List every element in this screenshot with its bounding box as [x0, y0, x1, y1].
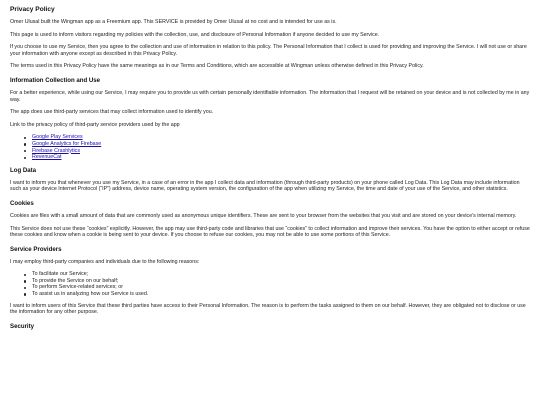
info-collection-paragraph: Link to the privacy policy of third-party service providers used by the app	[10, 121, 180, 128]
section-heading-cookies: Cookies	[10, 199, 34, 207]
section-heading-log-data: Log Data	[10, 166, 37, 174]
service-providers-intro: I may employ third-party companies and individuals due to the following reasons:	[10, 258, 200, 265]
list-item: To perform Service-related services; or	[32, 284, 532, 291]
intro-paragraph: The terms used in this Privacy Policy have the same meanings as in our Terms and Conditions, which are accessible at Wingman unless otherwise defined in this Privacy Policy.	[10, 63, 424, 70]
list-item	[32, 134, 532, 141]
intro-paragraph: This page is used to inform visitors regarding my policies with the collection, use, and disclosure of Personal Information if anyone decided to use my Service.	[10, 31, 380, 38]
third-party-links-list	[10, 134, 532, 160]
list-item	[32, 148, 532, 155]
google-analytics-firebase-link[interactable]: Google Analytics for Firebase	[32, 140, 102, 147]
intro-paragraph: If you choose to use my Service, then you agree to the collection and use of information in relation to this policy. The Personal Information that I collect is used for providing and improving the Service. I will not use or share your information with anyone except as described in this Privacy Policy.	[10, 44, 527, 57]
cookies-paragraph: Cookies are files with a small amount of data that are commonly used as anonymous unique identifiers. These are sent to your browser from the websites that you visit and are stored on your device's internal memory.	[10, 212, 517, 219]
section-heading-service-providers: Service Providers	[10, 245, 62, 253]
info-collection-paragraph: The app does use third-party services that may collect information used to identify you.	[10, 109, 214, 116]
intro-paragraph: Omer Ulusal built the Wingman app as a Freemium app. This SERVICE is provided by Omer Ulusal at no cost and is intended for use as is.	[10, 19, 337, 25]
list-item	[32, 154, 532, 161]
section-heading-security: Security	[10, 322, 35, 330]
service-providers-closing: I want to inform users of this Service that these third parties have access to their Personal Information. The reason is to perform the tasks assigned to them on our behalf. However, they are obligated not to disclose or use the information for any other purpose.	[10, 302, 526, 316]
cookies-paragraph: This Service does not use these “cookies” explicitly. However, the app may use third-party code and libraries that use “cookies” to collect information and improve their services. You have the option to either accept or refuse these cookies and know when a cookie is being sent to your device. If you choose to refuse our cookies, you may not be able to use some portions of this Service.	[10, 225, 530, 239]
firebase-crashlytics-link[interactable]: Firebase Crashlytics	[32, 147, 80, 154]
info-collection-paragraph: For a better experience, while using our Service, I may require you to provide us with certain personally identifiable information. The information that I request will be retained on your device and is not collected by me in any way.	[10, 89, 530, 103]
revenuecat-link[interactable]: RevenueCat	[32, 154, 62, 161]
service-reasons-list	[10, 271, 532, 297]
list-item: To provide the Service on our behalf;	[32, 278, 532, 285]
google-play-services-link[interactable]: Google Play Services	[32, 134, 83, 141]
list-item	[32, 141, 532, 148]
log-data-paragraph: I want to inform you that whenever you use my Service, in a case of an error in the app I collect data and information (through third-party products) on your phone called Log Data. This Log Data may include information such as your device Internet Protocol (“IP”) address, device name, operating system version, the configuration of the app when utilizing my Service, the time and date of your use of the Service, and other statistics.	[10, 179, 520, 193]
list-item: To facilitate our Service;	[32, 271, 532, 278]
page-title: Privacy Policy	[10, 6, 55, 13]
section-heading-information-collection: Information Collection and Use	[10, 76, 101, 84]
list-item: To assist us in analyzing how our Service is used.	[32, 291, 532, 298]
